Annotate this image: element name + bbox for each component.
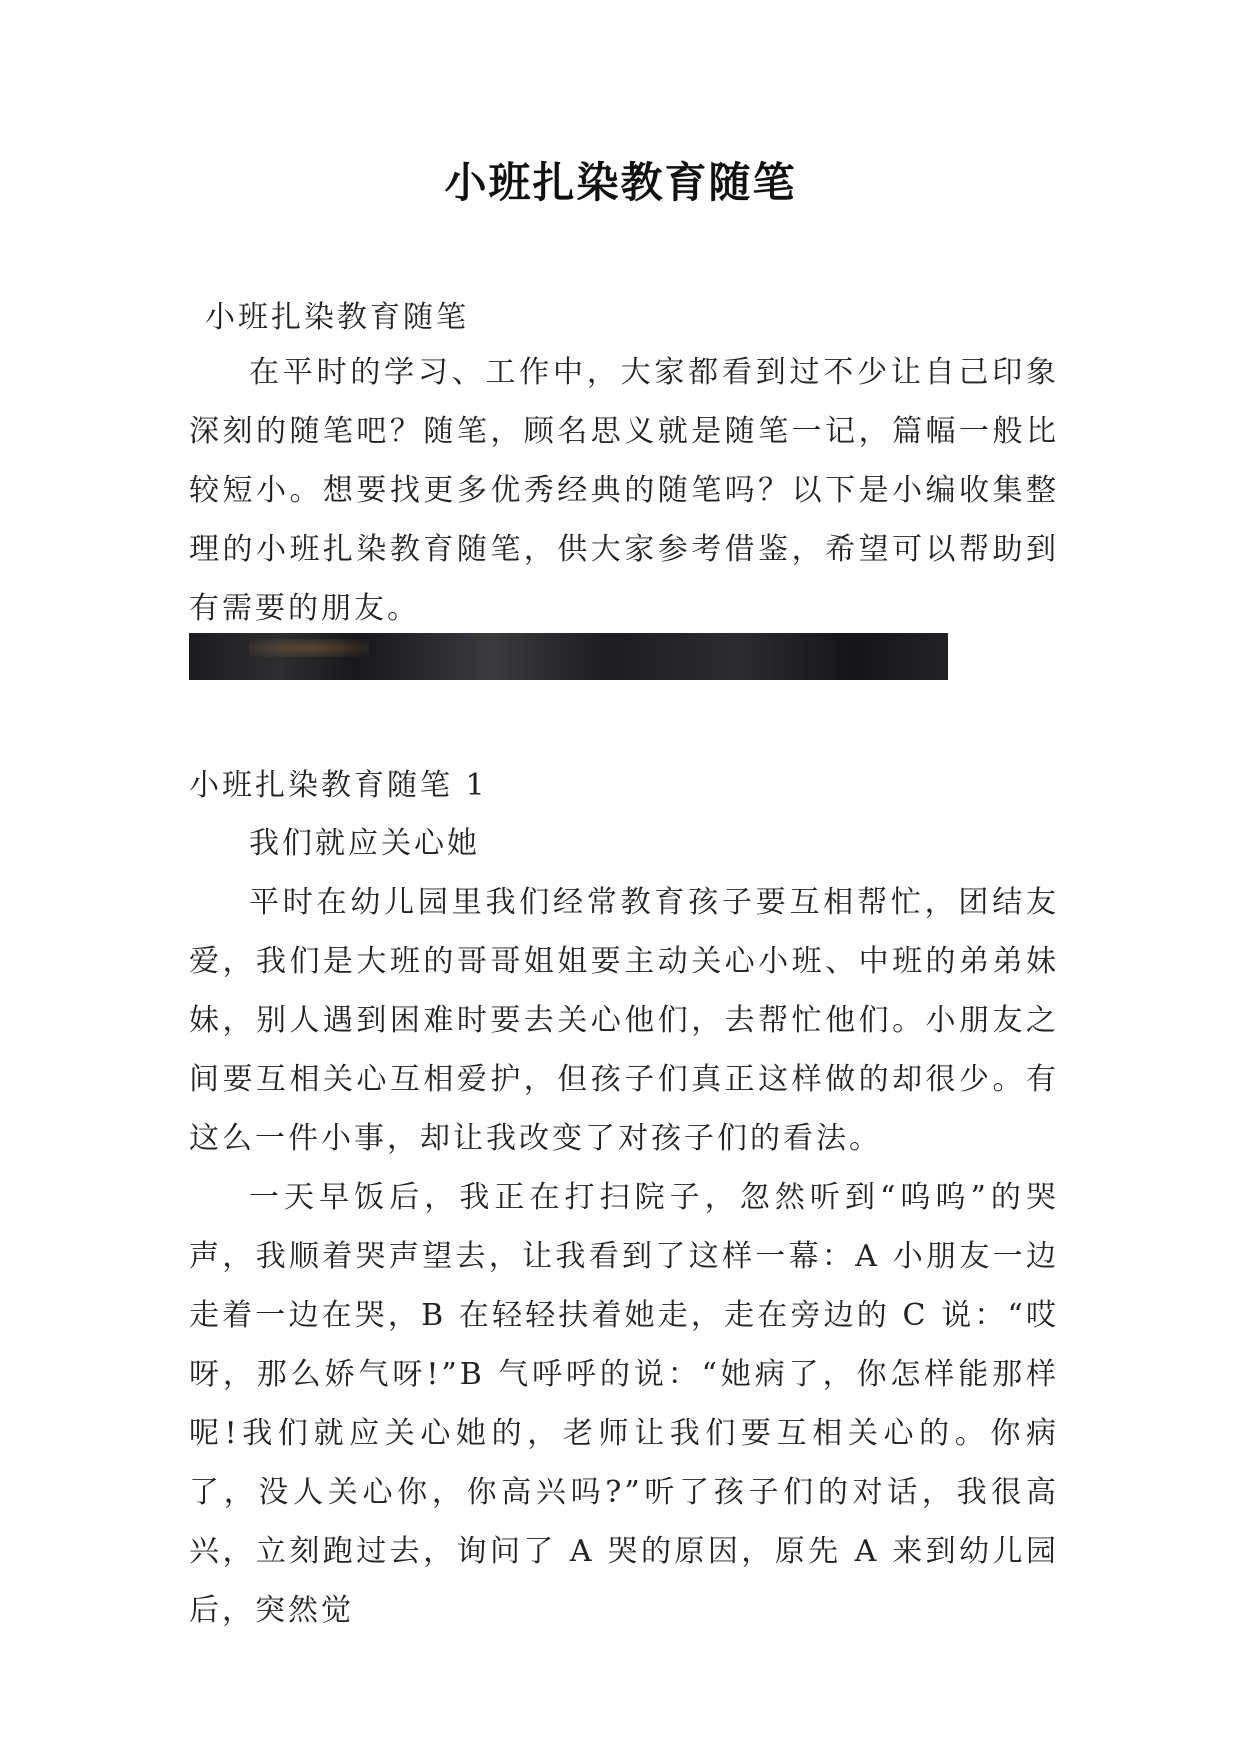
intro-paragraph: 在平时的学习、工作中，大家都看到过不少让自己印象深刻的随笔吧？随笔，顾名思义就是随笔一记，篇幅一般比较短小。想要找更多优秀经典的随笔吗？以下是小编收集整理的小班扎染教育随笔，供大家参考借鉴，希望可以帮助到有需要的朋友。 — [189, 355, 1059, 626]
body-paragraph: 一天早饭后，我正在打扫院子，忽然听到“呜呜”的哭声，我顺着哭声望去，让我看到了这样一幕：A 小朋友一边走着一边在哭，B 在轻轻扶着她走，走在旁边的 C 说：“哎呀，那么娇气呀!”B 气呼呼的说：“她病了，你怎样能那样呢!我们就应关心她的，老师让我们要互相关心的。你病了，没人关心你，你高兴吗?”听了孩子们的对话，我很高兴，立刻跑过去，询问了 A 哭的原因，原先 A 来到幼儿园后，突然觉 — [189, 1180, 1059, 1628]
banner-image — [189, 633, 948, 680]
intro-section — [189, 343, 1059, 638]
document-subtitle — [189, 288, 1059, 347]
subtitle-text: 小班扎染教育随笔 — [205, 300, 469, 335]
body-paragraph: 平时在幼儿园里我们经常教育孩子要互相帮忙，团结友爱，我们是大班的哥哥姐姐要主动关心小班、中班的弟弟妹妹，别人遇到困难时要去关心他们，去帮忙他们。小朋友之间要互相关心互相爱护，但孩子们真正这样做的却很少。有这么一件小事，却让我改变了对孩子们的看法。 — [189, 885, 1059, 1156]
section-heading — [189, 756, 1059, 815]
section-heading-text: 小班扎染教育随笔 1 — [189, 768, 488, 803]
section-body — [189, 814, 1059, 1640]
banner-glow — [249, 639, 369, 657]
section-subheading: 我们就应关心她 — [249, 826, 480, 861]
document-title: 小班扎染教育随笔 — [444, 158, 797, 207]
